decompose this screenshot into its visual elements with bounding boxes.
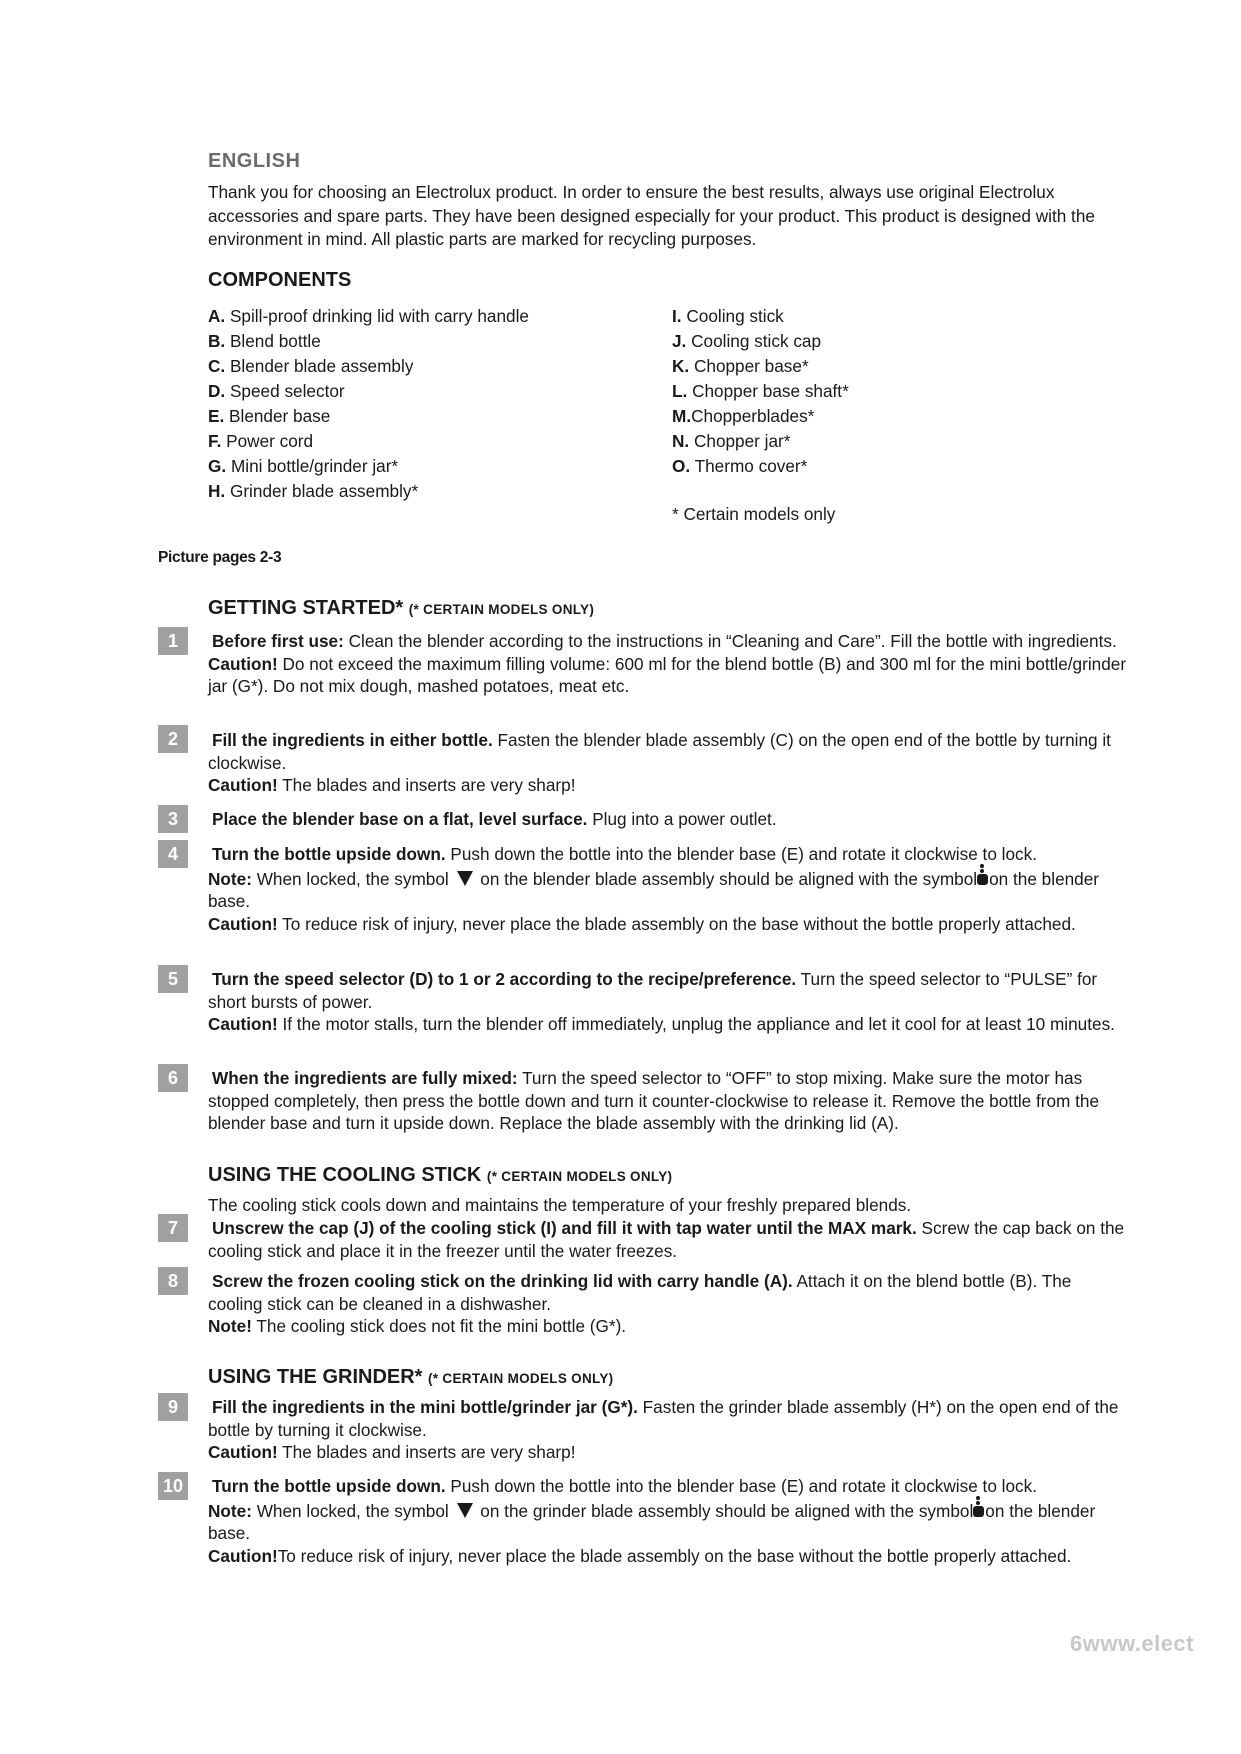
components-title: COMPONENTS — [208, 269, 352, 291]
list-item: H. Grinder blade assembly* — [208, 481, 419, 501]
picture-pages-label: Picture pages 2-3 — [158, 549, 282, 566]
step-10-text: Turn the bottle upside down. Push down the bottle into the blender base (E) and rotate it clockwise to lock. Note: When locked, the symbol on the grinder blade assembly should be aligned with the symbol on the blender base. Caution!To reduce risk of injury, never place the blade assembly on the base without the bottle properly attached. — [208, 1476, 1096, 1566]
components-list-left — [208, 304, 529, 504]
components-note: * Certain models only — [672, 504, 836, 524]
step-4-text: Turn the bottle upside down. Push down the bottle into the blender base (E) and rotate it clockwise to lock. Note: When locked, the symbol on the blender blade assembly should be aligned with the symbol on the blender base. Caution! To reduce risk of injury, never place the blade assembly on the base without the bottle properly attached. — [208, 844, 1100, 934]
list-item: I. Cooling stick — [672, 306, 784, 326]
section-title-cooling-stick: USING THE COOLING STICK (* CERTAIN MODELS ONLY) — [208, 1164, 673, 1186]
list-item: M.Chopperblades* — [672, 406, 815, 426]
triangle-down-icon — [457, 871, 473, 886]
step-5-text: Turn the speed selector (D) to 1 or 2 according to the recipe/preference. Turn the speed selector to “PULSE” for short bursts of power. Caution! If the motor stalls, turn the blender off immediately, unplug the appliance and let it cool for at least 10 minutes. — [208, 969, 1115, 1034]
list-item: K. Chopper base* — [672, 356, 809, 376]
list-item: A. Spill-proof drinking lid with carry handle — [208, 306, 529, 326]
step-number-badge: 3 — [158, 805, 188, 833]
section-title-grinder: USING THE GRINDER* (* CERTAIN MODELS ONLY) — [208, 1366, 614, 1388]
step-number-badge: 10 — [158, 1472, 188, 1500]
intro-paragraph: Thank you for choosing an Electrolux product. In order to ensure the best results, always use original Electrolux accessories and spare parts. They have been designed especially for your product. This product is designed with the environment in mind. All plastic parts are marked for recycling purposes. — [208, 182, 1095, 249]
language-heading: ENGLISH — [208, 150, 301, 172]
watermark: 6www.elect — [1069, 1631, 1194, 1656]
step-number-badge: 7 — [158, 1214, 188, 1242]
components-list-right — [672, 304, 849, 479]
list-item: L. Chopper base shaft* — [672, 381, 849, 401]
list-item: N. Chopper jar* — [672, 431, 791, 451]
step-1-text: Before first use: Clean the blender according to the instructions in “Cleaning and Care”. Fill the bottle with ingredients. Caution! Do not exceed the maximum filling volume: 600 ml for the blend bottle (B) and 300 ml for the mini bottle/grinder jar (G*). Do not mix dough, mashed potatoes, meat etc. — [208, 631, 1127, 696]
list-item: G. Mini bottle/grinder jar* — [208, 456, 399, 476]
triangle-down-icon — [457, 1503, 473, 1518]
step-number-badge: 9 — [158, 1393, 188, 1421]
list-item: B. Blend bottle — [208, 331, 321, 351]
step-number-badge: 2 — [158, 725, 188, 753]
step-8-text: Screw the frozen cooling stick on the drinking lid with carry handle (A). Attach it on the blend bottle (B). The cooling stick can be cleaned in a dishwasher. Note! The cooling stick does not fit the mini bottle (G*). — [208, 1271, 1072, 1336]
list-item: C. Blender blade assembly — [208, 356, 414, 376]
step-7-text: Unscrew the cap (J) of the cooling stick (I) and fill it with tap water until the MAX mark. Screw the cap back on the cooling stick and place it in the freezer until the water freezes. — [208, 1218, 1125, 1261]
list-item: F. Power cord — [208, 431, 314, 451]
list-item: E. Blender base — [208, 406, 331, 426]
step-3-text: Place the blender base on a flat, level surface. Plug into a power outlet. — [212, 809, 777, 829]
step-number-badge: 1 — [158, 627, 188, 655]
step-number-badge: 4 — [158, 840, 188, 868]
list-item: J. Cooling stick cap — [672, 331, 822, 351]
step-number-badge: 6 — [158, 1064, 188, 1092]
section-title-getting-started: GETTING STARTED* (* CERTAIN MODELS ONLY) — [208, 597, 595, 619]
list-item: D. Speed selector — [208, 381, 345, 401]
step-9-text: Fill the ingredients in the mini bottle/grinder jar (G*). Fasten the grinder blade assembly (H*) on the open end of the bottle by turning it clockwise. Caution! The blades and inserts are very sharp! — [208, 1397, 1119, 1462]
step-6-text: When the ingredients are fully mixed: Turn the speed selector to “OFF” to stop mixing. Make sure the motor has stopped completely, then press the bottle down and turn it counter-clockwise to release it. Remove the bottle from the blender base and turn it upside down. Replace the blade assembly with the drinking lid (A). — [208, 1068, 1100, 1133]
step-number-badge: 5 — [158, 965, 188, 993]
step-number-badge: 8 — [158, 1267, 188, 1295]
step-2-text: Fill the ingredients in either bottle. Fasten the blender blade assembly (C) on the open end of the bottle by turning it clockwise. Caution! The blades and inserts are very sharp! — [208, 730, 1111, 795]
lock-icon — [973, 1503, 984, 1517]
cooling-stick-intro: The cooling stick cools down and maintains the temperature of your freshly prepared blends. — [208, 1195, 912, 1215]
lock-icon — [977, 871, 988, 885]
list-item: O. Thermo cover* — [672, 456, 808, 476]
